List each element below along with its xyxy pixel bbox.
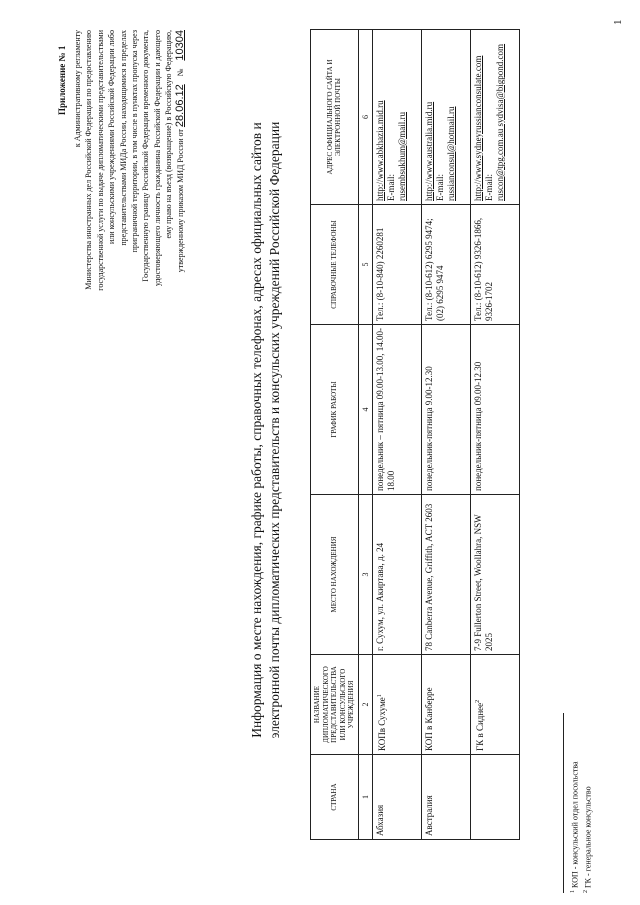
footnotes xyxy=(568,643,593,893)
footnote-mark: 2 xyxy=(582,890,589,893)
header-line: представительствами МИДа России, находящимися в пределах xyxy=(118,30,128,246)
mission-name: КОП в Канберре xyxy=(423,687,434,751)
contacts-cell xyxy=(421,30,470,205)
schedule-cell: понедельник – пятница 09.00-13.00, 14.00-18.00 xyxy=(372,325,421,495)
footnote xyxy=(581,643,594,893)
location-cell: 78 Canberra Avenue, Griffith, ACT 2603 xyxy=(421,495,470,655)
appendix-title: Приложение № 1 xyxy=(57,45,67,115)
column-number: 3 xyxy=(358,495,372,655)
schedule-cell: понедельник-пятница 9.00-12.30 xyxy=(421,325,470,495)
phones-cell: Тел.: (8-10-612) 9326-1866, 9326-1702 xyxy=(470,205,519,325)
website-link[interactable]: http://www.sydneyrussianconsulate.com xyxy=(472,55,483,201)
mission-name-cell xyxy=(470,655,519,755)
column-header: СПРАВОЧНЫЕ ТЕЛЕФОНЫ xyxy=(311,205,359,325)
country-cell: Абхазия xyxy=(372,755,421,840)
column-number: 4 xyxy=(358,325,372,495)
document-title xyxy=(248,50,283,810)
schedule-cell: понедельник-пятница 09.00-12.30 xyxy=(470,325,519,495)
approval-prefix: утвержденному приказом МИД России от xyxy=(175,129,185,273)
column-header: ГРАФИК РАБОТЫ xyxy=(311,325,359,495)
mission-name-cell xyxy=(372,655,421,755)
email-link[interactable]: rusembsukhum@mail.ru xyxy=(396,111,407,201)
regulation-header xyxy=(72,30,186,385)
footnote-mark: 1 xyxy=(570,890,576,893)
email-label: E-mail: xyxy=(385,174,396,201)
header-line: к Административному регламенту xyxy=(73,30,82,148)
footnote-text: ГК - генеральное консульство xyxy=(583,786,593,888)
website-link[interactable]: http://www.abkhazia.mid.ru xyxy=(374,100,385,201)
email-label: E-mail: xyxy=(434,174,445,201)
column-header: СТРАНА xyxy=(311,755,359,840)
column-number-row xyxy=(358,30,372,840)
approval-date: 28.06.12 xyxy=(173,84,186,128)
approval-number: 10304 xyxy=(173,30,186,61)
header-line: Государственную границу Российской Федерации временного документа, xyxy=(141,30,151,282)
location-cell: г. Сухум, ул. Акиртава, д. 24 xyxy=(372,495,421,655)
column-number: 6 xyxy=(358,30,372,205)
contacts-cell xyxy=(372,30,421,205)
email-link[interactable]: ruscon@tpg.com.au sydvisa@bigpond.com xyxy=(494,43,505,201)
missions-table xyxy=(310,29,520,840)
column-number: 1 xyxy=(358,755,372,840)
column-header: МЕСТО НАХОЖДЕНИЯ xyxy=(311,495,359,655)
table-row xyxy=(470,30,519,840)
header-line: государственной услуги по выдаче дипломатическими представительствами xyxy=(95,30,105,291)
footnote xyxy=(568,643,581,893)
header-line: ему право на въезд (возвращение) в Российскую Федерацию, xyxy=(164,30,174,239)
country-cell: Австралия xyxy=(421,755,470,840)
phones-cell: Тел.: (8-10-612) 6295 9474; (02) 6295 9474 xyxy=(421,205,470,325)
mission-name-cell xyxy=(421,655,470,755)
table-row xyxy=(421,30,470,840)
header-line: удостоверяющего личность гражданина Российской Федерации и дающего xyxy=(152,30,162,287)
footnote-mark: 1 xyxy=(376,694,383,698)
header-line: приграничной территории, в том числе в пунктах пропуска через xyxy=(130,30,140,253)
column-header: АДРЕС ОФИЦИАЛЬНОГО САЙТА И ЭЛЕКТРОННОЙ ПОЧТЫ xyxy=(311,30,359,205)
phones-cell: Тел.: (8-10-840) 2260281 xyxy=(372,205,421,325)
footnote-mark: 2 xyxy=(474,699,481,703)
mission-name: ГК в Сиднее xyxy=(474,702,485,751)
column-header: НАЗВАНИЕ ДИПЛОМАТИЧЕСКОГО ПРЕДСТАВИТЕЛЬСТВА ИЛИ КОНСУЛЬСКОГО УЧРЕЖДЕНИЯ xyxy=(311,655,359,755)
column-number: 5 xyxy=(358,205,372,325)
footnote-text: КОП - консульский отдел посольства xyxy=(570,761,580,888)
header-line: или консульскими учреждениями Российской Федерации либо xyxy=(107,30,117,244)
contacts-cell xyxy=(470,30,519,205)
page-number: 1 xyxy=(612,19,624,25)
approval-line xyxy=(175,30,186,385)
title-line-2: электронной почты дипломатических представительств и консульских учреждений Российской Федерации xyxy=(266,121,282,739)
column-number: 2 xyxy=(358,655,372,755)
email-link[interactable]: russianconsul@hotmail.ru xyxy=(445,106,456,201)
table-header-row xyxy=(311,30,359,840)
country-cell xyxy=(470,755,519,840)
header-line: Министерства иностранных дел Российской Федерации по предоставлению xyxy=(84,30,94,290)
location-cell: 7-9 Fullerton Street, Woollahra, NSW 2025 xyxy=(470,495,519,655)
title-line-1: Информация о месте нахождения, графике работы, справочных телефонах, адресах официальных сайтов и xyxy=(249,122,264,738)
website-link[interactable]: http://www.australia.mid.ru xyxy=(423,101,434,201)
table-row xyxy=(372,30,421,840)
approval-number-label: № xyxy=(175,68,185,77)
footnote-divider xyxy=(563,713,564,893)
email-label: E-mail: xyxy=(483,174,494,201)
mission-name: КОПв Сухуме xyxy=(376,697,387,751)
